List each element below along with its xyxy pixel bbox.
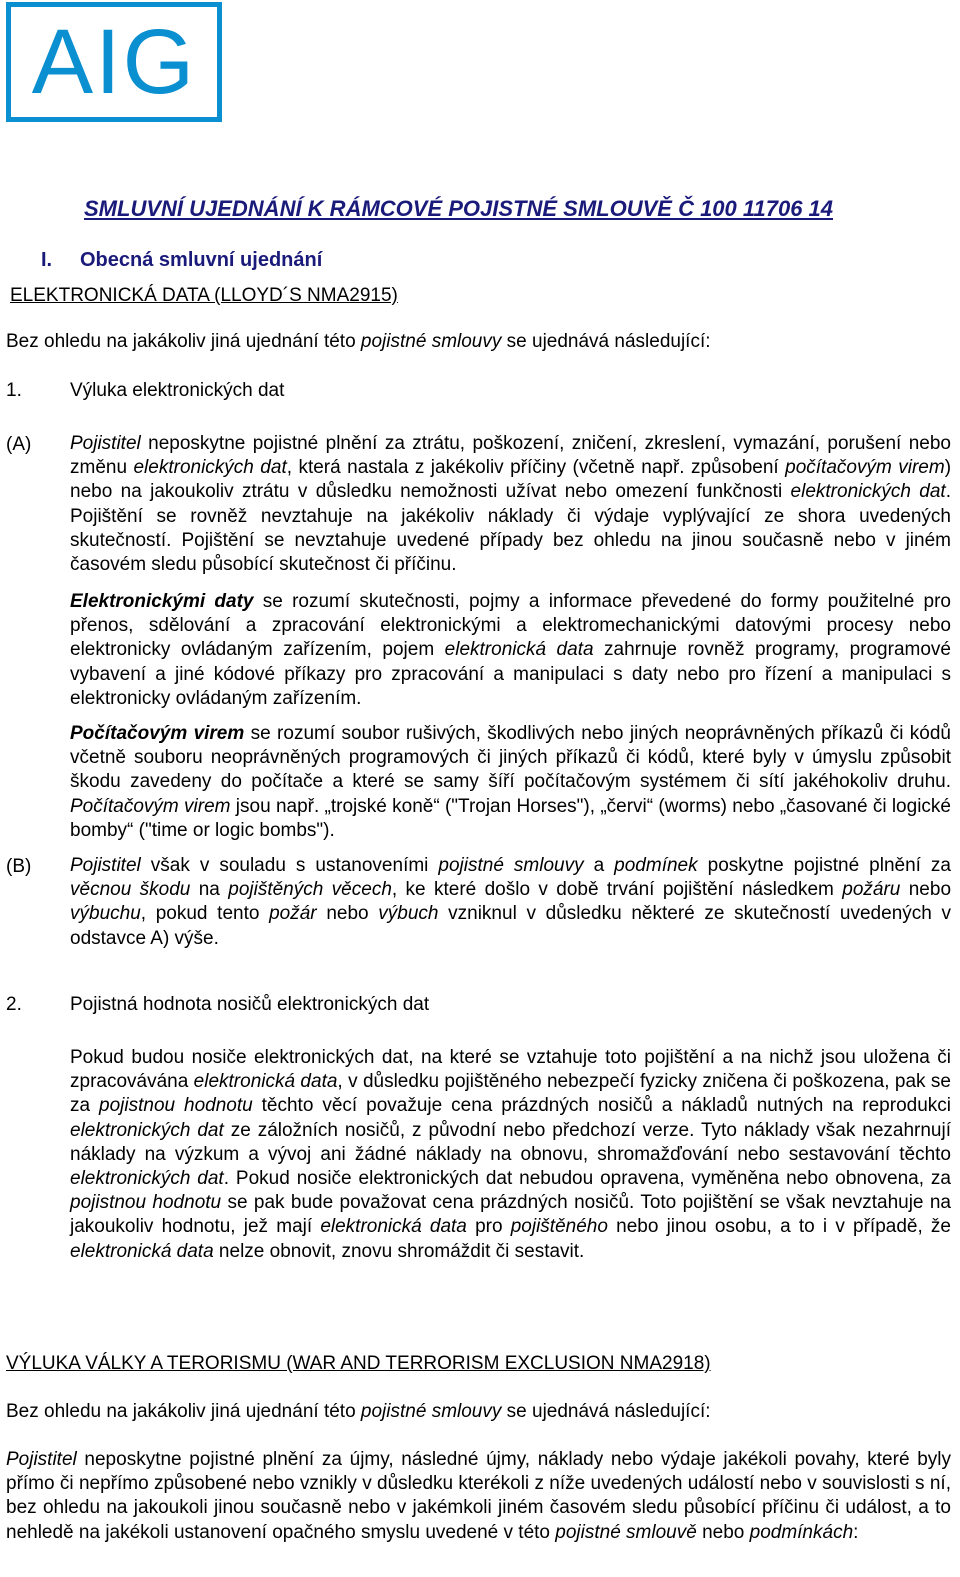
text: , v důsledku pojištěného nebezpečí fyzicky zničena či poškozena, pak se za <box>70 1071 951 1117</box>
text: vzniknul v důsledku některé ze skutečností uvedených v odstavce A) výše. <box>70 903 951 949</box>
term: Pojistitel <box>70 433 141 454</box>
term: pojištěného <box>510 1216 608 1238</box>
text: nebo jinou osobu, a to i v případě, že <box>607 1216 951 1238</box>
intro-italic: pojistné smlouvy <box>360 331 502 352</box>
term: výbuch <box>378 903 439 925</box>
term: pojistnou hodnotu <box>70 1192 222 1214</box>
intro-plain: Bez ohledu na jakákoliv jiná ujednání této <box>6 331 361 352</box>
text: se rozumí skutečnosti, pojmy a informace převedené do formy použitelné pro přenos, sdělování a zpracování elektronickými a elektromechanickými datovými procesy nebo elektronicky ovládaným zařízením, pojem <box>70 591 951 661</box>
text: , která nastala z jakékoliv příčiny (včetně např. způsobení <box>286 457 786 479</box>
term: požáru <box>842 879 901 901</box>
text: a <box>583 855 615 876</box>
term: Počítačovým virem <box>70 795 231 817</box>
text: . Pokud nosiče elektronických dat nebudou opravena, vyměněna nebo obnovena, za <box>223 1168 951 1190</box>
term: elektronických dat <box>70 1168 224 1190</box>
term: pojistné smlouvě <box>555 1521 697 1543</box>
text: ze záložních nosičů, z původní nebo předchozí verze. Tyto náklady však nezahrnují náklady na výzkum a vývoj ani žádné náklady na obnovu, shromažďování nebo sestavování těchto <box>70 1119 951 1165</box>
text: neposkytne pojistné plnění za újmy, následné újmy, náklady nebo výdaje jakékoli povahy, které byly přímo či nepřímo způsobené nebo vznikly v důsledku kterékoli z níže uvedených událostí nebo v souvislosti s ní, bez ohledu na jakoukoli jinou současně nebo v jakémkoli jiném časovém sledu působící příčinu či událost, a to nehledě na jakékoli ustanovení opačného smyslu uvedené v této <box>6 1449 951 1543</box>
war-exclusion-paragraph <box>6 1448 951 1545</box>
intro-line <box>6 331 711 353</box>
text: se rozumí soubor rušivých, škodlivých nebo jiných neoprávněných příkazů či kódů včetně souboru neoprávněných programových či jiných příkazů či kódů, které byly v úmyslu způsobit škodu zavedeny do počítače a které se samy šíří počítačovým systémem či sítí jakéhokoliv druhu. <box>70 723 951 793</box>
term: elektronická data <box>193 1071 338 1093</box>
term: elektronická data <box>320 1216 467 1238</box>
section-title-electronic-data: ELEKTRONICKÁ DATA (LLOYD´S NMA2915) <box>10 285 398 306</box>
term: elektronických dat <box>133 457 287 479</box>
term: Pojistitel <box>6 1449 77 1470</box>
defined-term: Počítačovým virem <box>70 723 245 744</box>
intro-plain: Bez ohledu na jakákoliv jiná ujednání této <box>6 1401 361 1422</box>
intro-italic: pojistné smlouvy <box>360 1401 502 1422</box>
term: pojistnou hodnotu <box>99 1095 253 1117</box>
defined-term: Elektronickými daty <box>70 591 254 612</box>
text: Pokud budou nosiče elektronických dat, na které se vztahuje toto pojištění a na nichž jsou uložena či zpracovávána <box>70 1047 951 1093</box>
term: podmínkách <box>749 1521 854 1543</box>
term: věcnou škodu <box>70 879 191 901</box>
heading-number: I. <box>41 249 53 271</box>
item-1-number: 1. <box>6 380 22 401</box>
term: elektronických dat <box>70 1119 224 1141</box>
text: . Pojištění se rovněž nevztahuje na jakékoliv náklady či výdaje vyplývající ze shora uvedených skutečností. Pojištění se nevztahuje uvedené případy bez ohledu na jinou současně nebo v jiném časovém sledu působící skutečnost či příčinu. <box>70 481 951 576</box>
term: pojištěných věcech <box>228 879 392 901</box>
text: neposkytne pojistné plnění za ztrátu, poškození, zničení, zkreslení, vymazání, porušení nebo změnu <box>70 433 951 479</box>
item-2-number: 2. <box>6 994 22 1015</box>
term: elektronická data <box>444 639 594 661</box>
definition-electronic-data <box>70 590 951 711</box>
text: nelze obnovit, znovu shromáždit či sestavit. <box>213 1240 585 1262</box>
paragraph-b-label: (B) <box>6 856 32 877</box>
document-title: SMLUVNÍ UJEDNÁNÍ K RÁMCOVÉ POJISTNÉ SMLOUVĚ Č 100 11706 14 <box>84 196 834 221</box>
intro-line-2 <box>6 1401 711 1423</box>
item-1-title: Výluka elektronických dat <box>70 380 285 401</box>
text: ) nebo na jakoukoliv ztrátu v důsledku nemožnosti užívat nebo omezení funkčnosti <box>70 457 952 503</box>
text: pro <box>466 1216 511 1238</box>
term: výbuchu <box>70 903 141 925</box>
heading-text: Obecná smluvní ujednání <box>80 249 323 271</box>
text: však v souladu s ustanoveními <box>140 855 439 876</box>
text: nebo <box>900 879 952 901</box>
intro-end: se ujednává následující: <box>501 1401 711 1422</box>
text: nebo <box>316 903 379 925</box>
paragraph-b <box>70 854 951 951</box>
text: : <box>853 1521 859 1543</box>
text: jsou např. „trojské koně“ ("Trojan Horses"), „červi“ (worms) nebo „časované či logické bomby“ ("time or logic bombs"). <box>70 795 951 841</box>
term: pojistné smlouvy <box>438 855 584 876</box>
text: , ke které došlo v době trvání pojištění následkem <box>391 879 843 901</box>
intro-end: se ujednává následující: <box>501 331 711 352</box>
aig-logo <box>6 2 222 122</box>
paragraph-a <box>70 432 951 577</box>
text: poskytne pojistné plnění za <box>697 855 952 876</box>
text: nebo <box>696 1521 750 1543</box>
paragraph-a-label: (A) <box>6 434 32 455</box>
term: podmínek <box>614 855 698 876</box>
section-title-war-terrorism: VÝLUKA VÁLKY A TERORISMU (WAR AND TERRORISM EXCLUSION NMA2918) <box>6 1353 711 1374</box>
term: elektronických dat <box>790 481 946 503</box>
text: zahrnuje rovněž programy, programové vybavení a jiné kódové příkazy pro zpracování a manipulaci s daty nebo pro řízení a manipulaci s elektronicky ovládaným zařízením. <box>70 639 951 709</box>
text: se pak bude považovat cena prázdných nosičů. Toto pojištění se však nevztahuje na jakoukoliv hodnotu, jež mají <box>70 1192 952 1238</box>
term: elektronická data <box>70 1240 214 1262</box>
definition-computer-virus <box>70 722 951 843</box>
text: těchto věcí považuje cena prázdných nosičů a nákladů nutných na reprodukci <box>252 1095 951 1117</box>
text: , pokud tento <box>140 903 270 925</box>
item-2-title: Pojistná hodnota nosičů elektronických dat <box>70 994 430 1015</box>
logo-text: AIG <box>31 11 197 113</box>
term: požár <box>269 903 317 925</box>
item-2-paragraph <box>70 1046 951 1264</box>
term: počítačovým virem <box>785 457 945 479</box>
term: Pojistitel <box>70 855 141 876</box>
text: na <box>190 879 229 901</box>
